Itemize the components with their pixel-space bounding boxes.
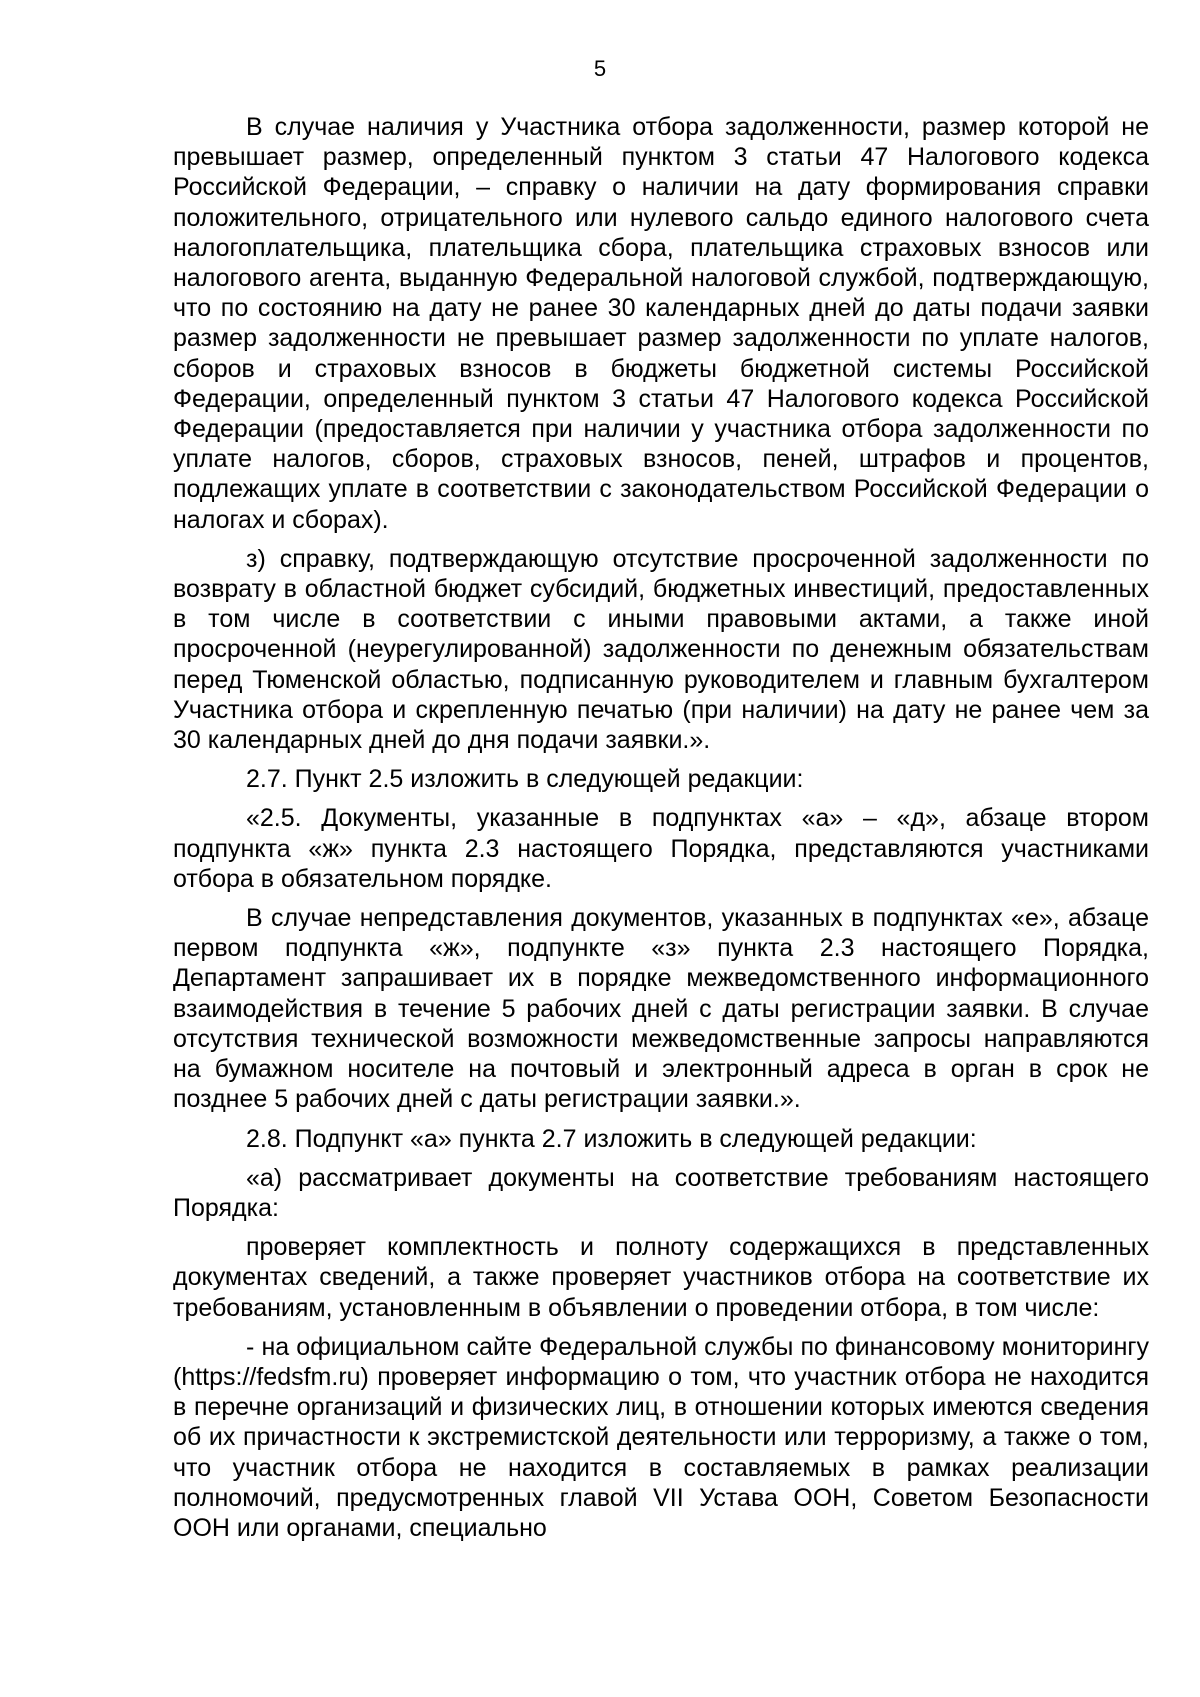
paragraph-amend-2-7: 2.7. Пункт 2.5 изложить в следующей редакции: [246,765,804,794]
paragraph-subitem-a: «а) рассматривает документы на соответствие требованиям настоящего Порядка: [173,1163,1149,1222]
page-number: 5 [593,56,607,81]
paragraph-non-submission: В случае непредставления документов, указанных в подпунктах «е», абзаце первом подпункта «ж», подпункте «з» пункта 2.3 настоящего Порядка, Департамент запрашивает их в порядке межведомственного информационного взаимодействия в течение 5 рабочих дней с даты регистрации заявки. В случае отсутствия технической возможности межведомственные запросы направляются на бумажном носителе на почтовый и электронный адреса в орган в срок не позднее 5 рабочих дней с даты регистрации заявки.». [173,904,1149,1114]
paragraph-amend-2-8: 2.8. Подпункт «а» пункта 2.7 изложить в следующей редакции: [246,1124,977,1153]
paragraph-debt-certificate: В случае наличия у Участника отбора задолженности, размер которой не превышает размер, определенный пунктом 3 статьи 47 Налогового кодекса Российской Федерации, – справку о наличии на дату формирования справки положительного, отрицательного или нулевого сальдо единого налогового счета налогоплательщика, плательщика сбора, плательщика страховых взносов или налогового агента, выданную Федеральной налоговой службой, подтверждающую, что по состоянию на дату не ранее 30 календарных дней до даты подачи заявки размер задолженности не превышает размер задолженности по уплате налогов, сборов и страховых взносов в бюджеты бюджетной системы Российской Федерации, определенный пунктом 3 статьи 47 Налогового кодекса Российской Федерации (предоставляется при наличии у участника отбора задолженности по уплате налогов, сборов, страховых взносов, пеней, штрафов и процентов, подлежащих уплате в соответствии с законодательством Российской Федерации о налогах и сборах). [173,113,1149,534]
paragraph-fedsfm-check: - на официальном сайте Федеральной службы по финансовому мониторингу (https://fedsfm.ru) проверяет информацию о том, что участник отбора не находится в перечне организаций и физических лиц, в отношении которых имеются сведения об их причастности к экстремистской деятельности или терроризму, а также о том, что участник отбора не находится в составляемых в рамках реализации полномочий, предусмотренных главой VII Устава ООН, Советом Безопасности ООН или органами, специально [173,1332,1149,1542]
paragraph-clause-2-5: «2.5. Документы, указанные в подпунктах «а» – «д», абзаце втором подпункта «ж» пункта 2.3 настоящего Порядка, представляются участниками отбора в обязательном порядке. [173,804,1149,893]
document-body [173,112,1149,1552]
paragraph-item-z: з) справку, подтверждающую отсутствие просроченной задолженности по возврату в областной бюджет субсидий, бюджетных инвестиций, предоставленных в том числе в соответствии с иными правовыми актами, а также иной просроченной (неурегулированной) задолженности по денежным обязательствам перед Тюменской областью, подписанную руководителем и главным бухгалтером Участника отбора и скрепленную печатью (при наличии) на дату не ранее чем за 30 календарных дней до дня подачи заявки.». [173,544,1149,755]
paragraph-checks-completeness: проверяет комплектность и полноту содержащихся в представленных документах сведений, а также проверяет участников отбора на соответствие их требованиям, установленным в объявлении о проведении отбора, в том числе: [173,1233,1149,1322]
